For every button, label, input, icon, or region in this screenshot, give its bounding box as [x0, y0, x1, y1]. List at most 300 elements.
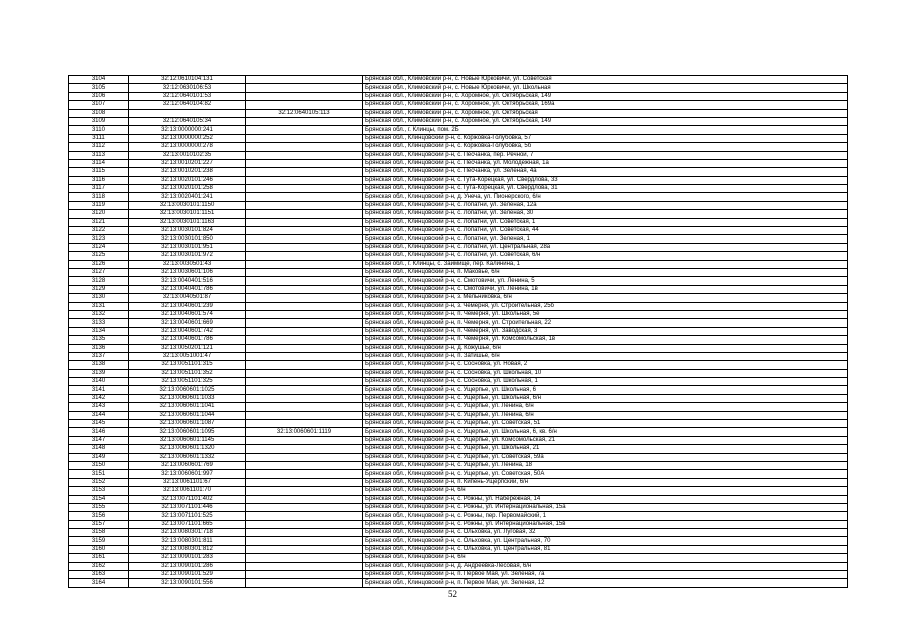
address-cell: Брянская обл., Клинцовский р-н, с. Ольховка, ул. Центральная, 70 — [363, 537, 848, 545]
row-number-cell: 3132 — [69, 310, 129, 318]
cadastral-number-cell: 32:13:0030101:824 — [129, 227, 246, 235]
table-row — [69, 151, 848, 159]
parent-cadastral-number-cell — [246, 235, 363, 243]
address-cell: Брянская обл., Клинцовский р-н, с. Рожны, пер. Первомайский, 1 — [363, 512, 848, 520]
row-number-cell: 3122 — [69, 227, 129, 235]
row-number-cell: 3153 — [69, 487, 129, 495]
address-cell: Брянская обл., Клинцовский р-н, с. Песчанка, пер. Речной, 7 — [363, 151, 848, 159]
parent-cadastral-number-cell — [246, 285, 363, 293]
row-number-cell: 3139 — [69, 369, 129, 377]
table-row — [69, 428, 848, 436]
row-number-cell: 3156 — [69, 512, 129, 520]
table-row — [69, 109, 848, 117]
table-row — [69, 579, 848, 587]
parent-cadastral-number-cell — [246, 445, 363, 453]
parent-cadastral-number-cell — [246, 185, 363, 193]
row-number-cell: 3111 — [69, 134, 129, 142]
address-cell: Брянская обл., Клинцовский р-н, д. Унеча, ул. Пионерского, 6/н — [363, 193, 848, 201]
address-cell: Брянская обл., Клинцовский р-н, п. Затишье, 6/н — [363, 352, 848, 360]
table-row — [69, 319, 848, 327]
cadastral-number-cell: 32:13:0030101:972 — [129, 252, 246, 260]
cadastral-number-cell: 32:12:0640104:82 — [129, 101, 246, 109]
address-cell: Брянская обл., г. Клинцы, с. Займище, пер. Калинина, 1 — [363, 260, 848, 268]
table-row — [69, 277, 848, 285]
parent-cadastral-number-cell — [246, 470, 363, 478]
parent-cadastral-number-cell — [246, 403, 363, 411]
parent-cadastral-number-cell — [246, 126, 363, 134]
cadastral-number-cell: 32:13:0030101:1150 — [129, 201, 246, 209]
cadastral-number-cell: 32:13:0030101:1163 — [129, 218, 246, 226]
row-number-cell: 3110 — [69, 126, 129, 134]
address-cell: Брянская обл., Клинцовский р-н, с. Гута-Корецкая, ул. Свердлова, 31 — [363, 185, 848, 193]
address-cell: Брянская обл., Клинцовский р-н, с. Лопатни, ул. Зеленая, 30 — [363, 210, 848, 218]
address-cell: Брянская обл., Клинцовский р-н, с. Лопатни, ул. Зеленая, 1 — [363, 235, 848, 243]
table-row — [69, 168, 848, 176]
table-row — [69, 252, 848, 260]
parent-cadastral-number-cell — [246, 361, 363, 369]
table-row — [69, 336, 848, 344]
parent-cadastral-number-cell — [246, 201, 363, 209]
address-cell: Брянская обл., Клинцовский р-н, с. Ущерпье, ул. Ленина, 6/н — [363, 403, 848, 411]
row-number-cell: 3141 — [69, 386, 129, 394]
address-cell: Брянская обл., Клинцовский р-н, с. Ущерпье, ул. Школьная, 6/н — [363, 394, 848, 402]
cadastral-number-cell: 32:13:0060601:1044 — [129, 411, 246, 419]
table-row — [69, 403, 848, 411]
table-row — [69, 201, 848, 209]
registry-table-body — [69, 76, 848, 588]
cadastral-number-cell: 32:13:0060601:1145 — [129, 436, 246, 444]
row-number-cell: 3108 — [69, 109, 129, 117]
parent-cadastral-number-cell — [246, 378, 363, 386]
table-row — [69, 545, 848, 553]
address-cell: Брянская обл., Клинцовский р-н, п. Кипень-Ущерпский, 6/н — [363, 478, 848, 486]
row-number-cell: 3163 — [69, 571, 129, 579]
address-cell: Брянская обл., Климовский р-н, с. Хоромное, ул. Октябрьская, 169а — [363, 101, 848, 109]
cadastral-number-cell: 32:13:0071101:665 — [129, 520, 246, 528]
parent-cadastral-number-cell — [246, 386, 363, 394]
parent-cadastral-number-cell — [246, 168, 363, 176]
parent-cadastral-number-cell — [246, 101, 363, 109]
parent-cadastral-number-cell — [246, 176, 363, 184]
address-cell: Брянская обл., Клинцовский р-н, с. Гута-Корецкая, ул. Свердлова, 33 — [363, 176, 848, 184]
parent-cadastral-number-cell — [246, 294, 363, 302]
row-number-cell: 3152 — [69, 478, 129, 486]
table-row — [69, 445, 848, 453]
row-number-cell: 3106 — [69, 92, 129, 100]
table-row — [69, 352, 848, 360]
table-row — [69, 84, 848, 92]
parent-cadastral-number-cell — [246, 495, 363, 503]
cadastral-number-cell: 32:13:0090101:529 — [129, 571, 246, 579]
row-number-cell: 3115 — [69, 168, 129, 176]
table-row — [69, 285, 848, 293]
row-number-cell: 3127 — [69, 268, 129, 276]
cadastral-number-cell: 32:13:0040601:669 — [129, 319, 246, 327]
address-cell: Брянская обл., Клинцовский р-н, с. Ущерпье, ул. Школьная, 6, кв. 6/н — [363, 428, 848, 436]
parent-cadastral-number-cell — [246, 302, 363, 310]
table-row — [69, 117, 848, 125]
table-row — [69, 92, 848, 100]
row-number-cell: 3131 — [69, 302, 129, 310]
row-number-cell: 3116 — [69, 176, 129, 184]
parent-cadastral-number-cell — [246, 218, 363, 226]
parent-cadastral-number-cell — [246, 227, 363, 235]
address-cell: Брянская обл., Клинцовский р-н, с. Ущерпье, ул. Комсомольская, 21 — [363, 436, 848, 444]
table-row — [69, 478, 848, 486]
parent-cadastral-number-cell — [246, 436, 363, 444]
parent-cadastral-number-cell — [246, 193, 363, 201]
cadastral-number-cell: 32:13:0000000:278 — [129, 143, 246, 151]
table-row — [69, 310, 848, 318]
table-row — [69, 260, 848, 268]
table-row — [69, 76, 848, 84]
parent-cadastral-number-cell — [246, 394, 363, 402]
parent-cadastral-number-cell — [246, 562, 363, 570]
cadastral-number-cell: 32:12:0610104:131 — [129, 76, 246, 84]
cadastral-number-cell: 32:13:0060601:769 — [129, 461, 246, 469]
cadastral-number-cell: 32:13:0030501:43 — [129, 260, 246, 268]
address-cell: Брянская обл., Клинцовский р-н, с. Песчанка, ул. Молодежная, 1а — [363, 159, 848, 167]
cadastral-number-cell: 32:13:0040601:239 — [129, 302, 246, 310]
cadastral-number-cell: 32:13:0071101:525 — [129, 512, 246, 520]
address-cell: Брянская обл., Клинцовский р-н, с. Лопатни, ул. Советская, 6/н — [363, 252, 848, 260]
address-cell: Брянская обл., Клинцовский р-н, с. Лопатни, ул. Центральная, 28а — [363, 243, 848, 251]
parent-cadastral-number-cell — [246, 310, 363, 318]
cadastral-number-cell: 32:13:0040601:574 — [129, 310, 246, 318]
address-cell: Брянская обл., Клинцовский р-н, с. Ущерпье, ул. Советская, 51 — [363, 420, 848, 428]
cadastral-number-cell: 32:13:0020101:246 — [129, 176, 246, 184]
table-row — [69, 294, 848, 302]
address-cell: Брянская обл., Клинцовский р-н, с. Рожны, ул. Интернациональная, 15в — [363, 520, 848, 528]
row-number-cell: 3134 — [69, 327, 129, 335]
table-row — [69, 386, 848, 394]
address-cell: Брянская обл., Климовский р-н, с. Хоромное, ул. Октябрьская, 149 — [363, 117, 848, 125]
table-row — [69, 571, 848, 579]
parent-cadastral-number-cell — [246, 76, 363, 84]
table-row — [69, 227, 848, 235]
table-row — [69, 327, 848, 335]
table-row — [69, 235, 848, 243]
row-number-cell: 3138 — [69, 361, 129, 369]
parent-cadastral-number-cell: 32:12:0640105:113 — [246, 109, 363, 117]
row-number-cell: 3137 — [69, 352, 129, 360]
table-row — [69, 453, 848, 461]
table-row — [69, 126, 848, 134]
parent-cadastral-number-cell — [246, 134, 363, 142]
row-number-cell: 3150 — [69, 461, 129, 469]
row-number-cell: 3162 — [69, 562, 129, 570]
cadastral-number-cell: 32:13:0020401:241 — [129, 193, 246, 201]
row-number-cell: 3109 — [69, 117, 129, 125]
row-number-cell: 3105 — [69, 84, 129, 92]
cadastral-number-cell: 32:13:0071101:446 — [129, 503, 246, 511]
address-cell: Брянская обл., Клинцовский р-н, с. Ущерпье, ул. Школьная, 6 — [363, 386, 848, 394]
row-number-cell: 3120 — [69, 210, 129, 218]
row-number-cell: 3151 — [69, 470, 129, 478]
table-row — [69, 159, 848, 167]
row-number-cell: 3144 — [69, 411, 129, 419]
cadastral-number-cell: 32:13:0060601:997 — [129, 470, 246, 478]
table-row — [69, 520, 848, 528]
row-number-cell: 3119 — [69, 201, 129, 209]
parent-cadastral-number-cell — [246, 327, 363, 335]
table-row — [69, 420, 848, 428]
table-row — [69, 436, 848, 444]
address-cell: Брянская обл., Клинцовский р-н, с. Сосновка, ул. Школьная, 10 — [363, 369, 848, 377]
cadastral-number-cell: 32:12:0640101:53 — [129, 92, 246, 100]
row-number-cell: 3112 — [69, 143, 129, 151]
table-row — [69, 394, 848, 402]
parent-cadastral-number-cell — [246, 503, 363, 511]
row-number-cell: 3118 — [69, 193, 129, 201]
cadastral-number-cell: 32:13:0020101:258 — [129, 185, 246, 193]
table-row — [69, 503, 848, 511]
address-cell: Брянская обл., Клинцовский р-н, с. Сосновка, ул. Школьная, 1 — [363, 378, 848, 386]
cadastral-number-cell: 32:13:0000000:241 — [129, 126, 246, 134]
cadastral-number-cell: 32:13:0051101:315 — [129, 361, 246, 369]
address-cell: Брянская обл., Климовский р-н, с. Хоромное, ул. Октябрьская, 149 — [363, 92, 848, 100]
address-cell: Брянская обл., Клинцовский р-н, с. Ольховка, ул. Центральная, 81 — [363, 545, 848, 553]
cadastral-number-cell: 32:13:0010201:238 — [129, 168, 246, 176]
row-number-cell: 3145 — [69, 420, 129, 428]
cadastral-number-cell: 32:13:0030101:951 — [129, 243, 246, 251]
row-number-cell: 3124 — [69, 243, 129, 251]
address-cell: Брянская обл., Клинцовский р-н, 6/н — [363, 487, 848, 495]
address-cell: Брянская обл., Климовский р-н, с. Хоромное, ул. Октябрьская — [363, 109, 848, 117]
address-cell: Брянская обл., Клинцовский р-н, п. Чемерня, ул. Строительная, 22 — [363, 319, 848, 327]
table-row — [69, 134, 848, 142]
address-cell: Брянская обл., Клинцовский р-н, с. Рожны, ул. Интернациональная, 15а — [363, 503, 848, 511]
parent-cadastral-number-cell — [246, 579, 363, 587]
table-row — [69, 143, 848, 151]
parent-cadastral-number-cell — [246, 571, 363, 579]
parent-cadastral-number-cell — [246, 344, 363, 352]
address-cell: Брянская обл., Клинцовский р-н, с. Ущерпье, ул. Ленина, 18 — [363, 461, 848, 469]
row-number-cell: 3164 — [69, 579, 129, 587]
parent-cadastral-number-cell — [246, 268, 363, 276]
cadastral-number-cell: 32:13:0060601:1033 — [129, 394, 246, 402]
row-number-cell: 3114 — [69, 159, 129, 167]
row-number-cell: 3155 — [69, 503, 129, 511]
address-cell: Брянская обл., г. Клинцы, пом. 2Б — [363, 126, 848, 134]
address-cell: Брянская обл., Клинцовский р-н, с. Лопатни, ул. Советская, 44 — [363, 227, 848, 235]
parent-cadastral-number-cell — [246, 487, 363, 495]
row-number-cell: 3160 — [69, 545, 129, 553]
table-row — [69, 185, 848, 193]
row-number-cell: 3149 — [69, 453, 129, 461]
address-cell: Брянская обл., Клинцовский р-н, п. Первое Мая, ул. Зеленая, 7а — [363, 571, 848, 579]
address-cell: Брянская обл., Клинцовский р-н, п. Чемерня, ул. Комсомольская, 1в — [363, 336, 848, 344]
table-row — [69, 411, 848, 419]
cadastral-number-cell: 32:13:0061101:70 — [129, 487, 246, 495]
parent-cadastral-number-cell — [246, 252, 363, 260]
cadastral-number-cell: 32:13:0051101:325 — [129, 378, 246, 386]
row-number-cell: 3117 — [69, 185, 129, 193]
parent-cadastral-number-cell — [246, 420, 363, 428]
cadastral-number-cell: 32:13:0060601:1332 — [129, 453, 246, 461]
parent-cadastral-number-cell — [246, 159, 363, 167]
address-cell: Брянская обл., Клинцовский р-н, с. Смотовичи, ул. Ленина, 5 — [363, 277, 848, 285]
address-cell: Брянская обл., Клинцовский р-н, с. Сосновка, ул. Новая, 2 — [363, 361, 848, 369]
cadastral-number-cell: 32:13:0060601:1025 — [129, 386, 246, 394]
row-number-cell: 3129 — [69, 285, 129, 293]
table-row — [69, 268, 848, 276]
row-number-cell: 3143 — [69, 403, 129, 411]
cadastral-number-cell: 32:13:0080301:811 — [129, 537, 246, 545]
row-number-cell: 3125 — [69, 252, 129, 260]
cadastral-number-cell: 32:13:0051101:352 — [129, 369, 246, 377]
row-number-cell: 3136 — [69, 344, 129, 352]
row-number-cell: 3161 — [69, 554, 129, 562]
parent-cadastral-number-cell — [246, 461, 363, 469]
row-number-cell: 3133 — [69, 319, 129, 327]
cadastral-number-cell: 32:13:0061101:67 — [129, 478, 246, 486]
table-row — [69, 378, 848, 386]
cadastral-number-cell: 32:13:0071101:402 — [129, 495, 246, 503]
cadastral-number-cell: 32:13:0030601:106 — [129, 268, 246, 276]
cadastral-number-cell: 32:13:0010102:35 — [129, 151, 246, 159]
parent-cadastral-number-cell — [246, 260, 363, 268]
address-cell: Брянская обл., Клинцовский р-н, с. Рожны, ул. Набережная, 14 — [363, 495, 848, 503]
table-row — [69, 243, 848, 251]
address-cell: Брянская обл., Клинцовский р-н, с. Коржовка-Голубовка, 5б — [363, 143, 848, 151]
cadastral-number-cell: 32:13:0010201:227 — [129, 159, 246, 167]
cadastral-number-cell: 32:13:0060601:1095 — [129, 428, 246, 436]
table-row — [69, 554, 848, 562]
row-number-cell: 3146 — [69, 428, 129, 436]
address-cell: Брянская обл., Клинцовский р-н, д. Андреевка-Лесовая, 6/н — [363, 562, 848, 570]
address-cell: Брянская обл., Клинцовский р-н, с. Ущерпье, ул. Советская, 50А — [363, 470, 848, 478]
cadastral-number-cell: 32:13:0000000:252 — [129, 134, 246, 142]
parent-cadastral-number-cell — [246, 84, 363, 92]
cadastral-number-cell: 32:13:0080301:718 — [129, 529, 246, 537]
table-row — [69, 512, 848, 520]
parent-cadastral-number-cell — [246, 319, 363, 327]
parent-cadastral-number-cell — [246, 336, 363, 344]
table-row — [69, 369, 848, 377]
parent-cadastral-number-cell — [246, 537, 363, 545]
address-cell: Брянская обл., Клинцовский р-н, п. Маковье, 6/н — [363, 268, 848, 276]
parent-cadastral-number-cell — [246, 352, 363, 360]
parent-cadastral-number-cell — [246, 545, 363, 553]
cadastral-number-cell: 32:13:0090101:556 — [129, 579, 246, 587]
row-number-cell: 3130 — [69, 294, 129, 302]
cadastral-number-cell: 32:13:0080301:812 — [129, 545, 246, 553]
cadastral-number-cell: 32:13:0050201:121 — [129, 344, 246, 352]
address-cell: Брянская обл., Клинцовский р-н, с. Песчанка, ул. Зеленая, 4а — [363, 168, 848, 176]
parent-cadastral-number-cell — [246, 411, 363, 419]
parent-cadastral-number-cell — [246, 554, 363, 562]
cadastral-number-cell: 32:13:0040401:786 — [129, 285, 246, 293]
row-number-cell: 3147 — [69, 436, 129, 444]
table-row — [69, 529, 848, 537]
address-cell: Брянская обл., Клинцовский р-н, с. Лопатни, ул. Советская, 1 — [363, 218, 848, 226]
page-number: 52 — [448, 589, 457, 599]
table-row — [69, 193, 848, 201]
cadastral-number-cell: 32:13:0051001:47 — [129, 352, 246, 360]
address-cell: Брянская обл., Клинцовский р-н, с. Ущерпье, ул. Советская, 59а — [363, 453, 848, 461]
row-number-cell: 3159 — [69, 537, 129, 545]
row-number-cell: 3123 — [69, 235, 129, 243]
address-cell: Брянская обл., Климовский р-н, с. Новые Юрковичи, ул. Советская — [363, 76, 848, 84]
table-row — [69, 344, 848, 352]
cadastral-number-cell — [129, 109, 246, 117]
table-row — [69, 562, 848, 570]
cadastral-number-cell: 32:13:0030101:1151 — [129, 210, 246, 218]
table-row — [69, 218, 848, 226]
cadastral-number-cell: 32:12:0630106:53 — [129, 84, 246, 92]
address-cell: Брянская обл., Клинцовский р-н, п. Чемерня, ул. Заводская, 3 — [363, 327, 848, 335]
parent-cadastral-number-cell — [246, 143, 363, 151]
parent-cadastral-number-cell — [246, 369, 363, 377]
row-number-cell: 3142 — [69, 394, 129, 402]
address-cell: Брянская обл., Клинцовский р-н, с. Ущерпье, ул. Ленина, 6/н — [363, 411, 848, 419]
row-number-cell: 3107 — [69, 101, 129, 109]
address-cell: Брянская обл., Клинцовский р-н, з. Мельниковка, 6/н — [363, 294, 848, 302]
row-number-cell: 3128 — [69, 277, 129, 285]
row-number-cell: 3104 — [69, 76, 129, 84]
table-row — [69, 537, 848, 545]
parent-cadastral-number-cell — [246, 277, 363, 285]
cadastral-number-cell: 32:13:0040501:87 — [129, 294, 246, 302]
cadastral-number-cell: 32:12:0640105:34 — [129, 117, 246, 125]
table-row — [69, 487, 848, 495]
table-row — [69, 470, 848, 478]
address-cell: Брянская обл., Клинцовский р-н, п. Первое Мая, ул. Зеленая, 12 — [363, 579, 848, 587]
address-cell: Брянская обл., Клинцовский р-н, с. Коржовка-Голубовка, 57 — [363, 134, 848, 142]
cadastral-number-cell: 32:13:0060601:1087 — [129, 420, 246, 428]
table-row — [69, 176, 848, 184]
parent-cadastral-number-cell — [246, 453, 363, 461]
address-cell: Брянская обл., Клинцовский р-н, с. Лопатни, ул. Зеленая, 12а — [363, 201, 848, 209]
parent-cadastral-number-cell — [246, 520, 363, 528]
parent-cadastral-number-cell — [246, 243, 363, 251]
row-number-cell: 3158 — [69, 529, 129, 537]
row-number-cell: 3140 — [69, 378, 129, 386]
table-row — [69, 101, 848, 109]
table-row — [69, 495, 848, 503]
cadastral-number-cell: 32:13:0030101:850 — [129, 235, 246, 243]
row-number-cell: 3113 — [69, 151, 129, 159]
row-number-cell: 3121 — [69, 218, 129, 226]
address-cell: Брянская обл., Клинцовский р-н, с. Смотовичи, ул. Ленина, 1в — [363, 285, 848, 293]
cadastral-number-cell: 32:13:0060601:1320 — [129, 445, 246, 453]
cadastral-number-cell: 32:13:0090101:283 — [129, 554, 246, 562]
registry-table — [68, 75, 848, 588]
row-number-cell: 3148 — [69, 445, 129, 453]
address-cell: Брянская обл., Клинцовский р-н, п. Чемерня, ул. Школьная, 5е — [363, 310, 848, 318]
parent-cadastral-number-cell — [246, 210, 363, 218]
table-row — [69, 210, 848, 218]
address-cell: Брянская обл., Клинцовский р-н, з. Чемерня, ул. Строительная, 25б — [363, 302, 848, 310]
parent-cadastral-number-cell — [246, 529, 363, 537]
parent-cadastral-number-cell — [246, 478, 363, 486]
address-cell: Брянская обл., Клинцовский р-н, с. Ущерпье, ул. Школьная, 21 — [363, 445, 848, 453]
row-number-cell: 3135 — [69, 336, 129, 344]
row-number-cell: 3154 — [69, 495, 129, 503]
address-cell: Брянская обл., Климовский р-н, с. Новые Юрковичи, ул. Школьная — [363, 84, 848, 92]
parent-cadastral-number-cell — [246, 512, 363, 520]
address-cell: Брянская обл., Клинцовский р-н, с. Ольховка, ул. Луговая, 32 — [363, 529, 848, 537]
row-number-cell: 3126 — [69, 260, 129, 268]
cadastral-number-cell: 32:13:0040401:516 — [129, 277, 246, 285]
cadastral-number-cell: 32:13:0040601:786 — [129, 336, 246, 344]
row-number-cell: 3157 — [69, 520, 129, 528]
parent-cadastral-number-cell — [246, 92, 363, 100]
cadastral-number-cell: 32:13:0060601:1041 — [129, 403, 246, 411]
table-row — [69, 361, 848, 369]
parent-cadastral-number-cell — [246, 151, 363, 159]
